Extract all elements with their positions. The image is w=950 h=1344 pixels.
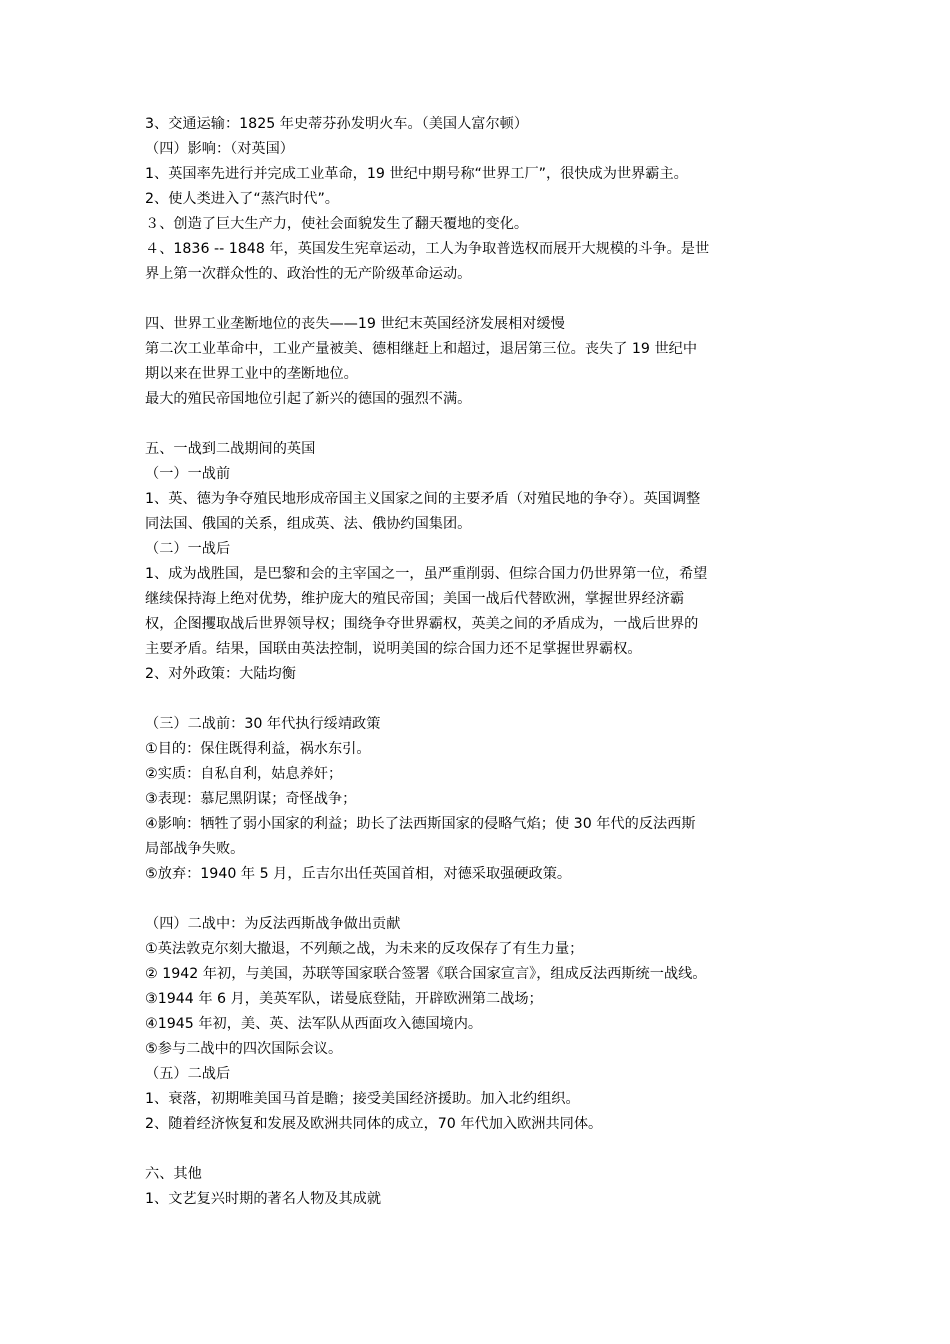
section-heading: 四、世界工业垄断地位的丧失——19 世纪末英国经济发展相对缓慢 (145, 316, 565, 332)
text-line: ３、创造了巨大生产力，使社会面貌发生了翻天覆地的变化。 (145, 216, 529, 232)
blank-line (145, 887, 810, 912)
text-line: 2、对外政策：大陆均衡 (145, 666, 296, 682)
text-line: 1、文艺复兴时期的著名人物及其成就 (145, 1191, 382, 1207)
list-item: ①目的：保住既得利益，祸水东引。 (145, 741, 371, 757)
list-item: ③表现：慕尼黑阴谋；奇怪战争； (145, 791, 357, 807)
list-item: ⑤参与二战中的四次国际会议。 (145, 1041, 343, 1057)
list-item: ①英法敦克尔刻大撤退，不列颠之战，为未来的反攻保存了有生力量； (145, 941, 584, 957)
blank-line (145, 412, 810, 437)
section-heading: 五、一战到二战期间的英国 (145, 441, 316, 457)
text-line: 继续保持海上绝对优势，维护庞大的殖民帝国；美国一战后代替欧洲，掌握世界经济霸 (145, 591, 685, 607)
text-line: ４、1836 -- 1848 年，英国发生宪章运动，工人为争取普选权而展开大规模的斗争。是世 (145, 241, 710, 257)
subsection-heading: （三）二战前：30 年代执行绥靖政策 (145, 716, 381, 732)
text-line: 期以来在世界工业中的垄断地位。 (145, 366, 358, 382)
text-line: 1、成为战胜国，是巴黎和会的主宰国之一，虽严重削弱、但综合国力仍世界第一位，希望 (145, 566, 708, 582)
list-item: ④1945 年初，美、英、法军队从西面攻入德国境内。 (145, 1016, 483, 1032)
blank-line (145, 687, 810, 712)
section-heading: （四）影响：（对英国） (145, 141, 294, 157)
list-item: ⑤放弃：1940 年 5 月，丘吉尔出任英国首相，对德采取强硬政策。 (145, 866, 572, 882)
text-line: 2、随着经济恢复和发展及欧洲共同体的成立，70 年代加入欧洲共同体。 (145, 1116, 603, 1132)
text-line: 最大的殖民帝国地位引起了新兴的德国的强烈不满。 (145, 391, 472, 407)
blank-line (145, 1137, 810, 1162)
list-item: ② 1942 年初，与美国，苏联等国家联合签署《联合国家宣言》，组成反法西斯统一战线。 (145, 966, 707, 982)
subsection-heading: （二）一战后 (145, 541, 231, 557)
list-item: ④影响：牺牲了弱小国家的利益；助长了法西斯国家的侵略气焰；使 30 年代的反法西斯 (145, 816, 696, 832)
text-line: 1、英、德为争夺殖民地形成帝国主义国家之间的主要矛盾（对殖民地的争夺）。英国调整 (145, 491, 701, 507)
text-line: 2、使人类进入了“蒸汽时代”。 (145, 191, 339, 207)
text-line: 1、英国率先进行并完成工业革命，19 世纪中期号称“世界工厂”，很快成为世界霸主。 (145, 166, 688, 182)
section-heading: 六、其他 (145, 1166, 202, 1182)
document-page (145, 112, 810, 1212)
subsection-heading: （五）二战后 (145, 1066, 231, 1082)
text-line: 同法国、俄国的关系，组成英、法、俄协约国集团。 (145, 516, 472, 532)
text-line: 主要矛盾。结果，国联由英法控制，说明美国的综合国力还不足掌握世界霸权。 (145, 641, 642, 657)
text-line: 第二次工业革命中，工业产量被美、德相继赶上和超过，退居第三位。丧失了 19 世纪中 (145, 341, 698, 357)
list-item: ②实质：自私自利，姑息养奸； (145, 766, 343, 782)
text-line: 局部战争失败。 (145, 841, 245, 857)
list-item: ③1944 年 6 月，美英军队，诺曼底登陆，开辟欧洲第二战场； (145, 991, 543, 1007)
text-line: 1、衰落，初期唯美国马首是瞻；接受美国经济援助。加入北约组织。 (145, 1091, 580, 1107)
text-line: 界上第一次群众性的、政治性的无产阶级革命运动。 (145, 266, 472, 282)
blank-line (145, 287, 810, 312)
text-line: 3、交通运输：1825 年史蒂芬孙发明火车。（美国人富尔顿） (145, 116, 529, 132)
subsection-heading: （四）二战中：为反法西斯战争做出贡献 (145, 916, 401, 932)
text-line: 权，企图攫取战后世界领导权；围绕争夺世界霸权，英美之间的矛盾成为，一战后世界的 (145, 616, 699, 632)
subsection-heading: （一）一战前 (145, 466, 231, 482)
